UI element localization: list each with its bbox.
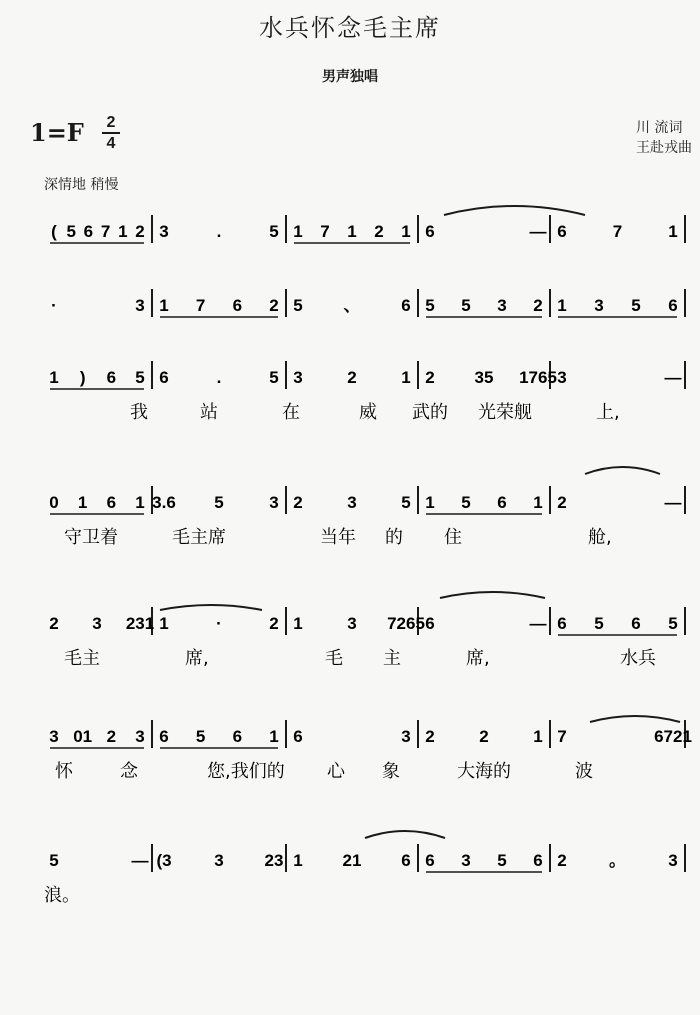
lyric: 上,: [596, 402, 620, 423]
note: 1: [533, 727, 543, 746]
note: 1: [159, 296, 169, 315]
note: —: [664, 493, 682, 512]
note: 3: [293, 368, 303, 387]
slur-arc: [444, 206, 585, 215]
note: 7: [557, 727, 567, 746]
note: 5: [293, 296, 303, 315]
lyric: 舱,: [588, 527, 612, 548]
note: 1: [118, 222, 128, 241]
composer-credit: 王赴戎曲: [636, 140, 692, 156]
note: 21: [342, 851, 362, 870]
lyricist-credit: 川 流词: [636, 120, 683, 136]
lyric: 水兵: [620, 648, 656, 669]
note: 1: [293, 851, 303, 870]
note: 3: [668, 851, 678, 870]
lyric: 光荣舰: [478, 402, 532, 423]
note: 5: [269, 222, 279, 241]
lyric: 威: [359, 402, 377, 423]
note: 6: [106, 493, 117, 512]
note: 6: [232, 727, 243, 746]
song-subtitle: 男声独唱: [322, 69, 378, 85]
note: 23: [264, 851, 284, 870]
note: 3: [347, 614, 357, 633]
note: 1: [533, 493, 543, 512]
note: 2: [425, 727, 435, 746]
note: 35: [474, 368, 494, 387]
lyric: 守卫着: [64, 527, 118, 548]
note: —: [131, 851, 149, 870]
note: 5: [49, 851, 59, 870]
note: 2: [533, 296, 543, 315]
note: 6: [497, 493, 507, 512]
lyric: 的: [385, 527, 403, 548]
note: 1: [135, 493, 145, 512]
note: 1: [425, 493, 435, 512]
note: 2: [374, 222, 384, 241]
note: 1: [77, 493, 88, 512]
note: 6: [557, 614, 567, 633]
note: 2: [135, 222, 145, 241]
note: 3: [214, 851, 224, 870]
note: 1: [557, 296, 567, 315]
note: ): [79, 368, 86, 387]
note: 1765: [519, 368, 557, 387]
note: 2: [293, 493, 303, 512]
note: 6: [631, 614, 641, 633]
note: 3: [135, 296, 145, 315]
note: 5: [594, 614, 604, 633]
lyric: 在: [282, 402, 300, 423]
note: 1: [293, 614, 303, 633]
note: 3: [557, 368, 567, 387]
time-bottom: 4: [106, 135, 116, 152]
note: 6: [401, 851, 411, 870]
note: 6: [668, 296, 678, 315]
note: 6: [425, 851, 435, 870]
note: 6: [557, 222, 567, 241]
note: 6: [533, 851, 543, 870]
note: 7: [100, 222, 111, 241]
note: 2: [479, 727, 489, 746]
note: .: [216, 368, 222, 387]
note: 5: [497, 851, 507, 870]
note: 2: [106, 727, 117, 746]
note: 6: [159, 727, 169, 746]
note: 6: [106, 368, 117, 387]
note: 3: [461, 851, 471, 870]
note: .: [216, 222, 222, 241]
lyric: 席,: [466, 648, 490, 669]
lyric: 念: [120, 761, 138, 782]
note: 3: [594, 296, 604, 315]
lyric: 心: [327, 761, 345, 782]
note: 5: [631, 296, 641, 315]
note: 2: [557, 851, 567, 870]
lyric: 怀: [55, 761, 73, 782]
slur-arc: [440, 592, 545, 598]
lyric: 毛主: [64, 648, 100, 669]
note: 1: [347, 222, 357, 241]
lyric: 住: [444, 527, 462, 548]
note: 2: [269, 614, 279, 633]
tempo-marking: 深情地 稍慢: [44, 177, 119, 193]
lyric: 武的: [412, 402, 448, 423]
note: 5: [425, 296, 435, 315]
note: —: [664, 368, 682, 387]
slur-arc: [585, 467, 660, 474]
note: (3: [156, 851, 172, 870]
lyric: 您,我们的: [207, 761, 285, 782]
slur-arc: [590, 716, 680, 722]
song-title: 水兵怀念毛主席: [259, 14, 441, 42]
note: 0: [49, 493, 59, 512]
note: 1: [49, 368, 59, 387]
lyric: 大海的: [457, 761, 511, 782]
lyric: 席,: [185, 648, 209, 669]
note: 3.6: [152, 493, 176, 512]
lyric: 象: [382, 761, 400, 782]
note: 3: [135, 727, 145, 746]
note: —: [529, 222, 547, 241]
note: 6: [83, 222, 94, 241]
note: 1: [668, 222, 678, 241]
note: 6: [159, 368, 169, 387]
note: 7265: [387, 614, 425, 633]
note: 1: [401, 222, 411, 241]
note: 3: [401, 727, 411, 746]
note: 2: [347, 368, 357, 387]
lyric: 站: [200, 402, 218, 423]
note: ·: [51, 296, 57, 315]
note: 6: [293, 727, 303, 746]
note: 2: [557, 493, 567, 512]
note: 6721: [654, 727, 692, 746]
time-top: 2: [106, 114, 116, 131]
slur-arc: [365, 831, 445, 838]
note: 01: [73, 727, 93, 746]
note: 5: [461, 296, 471, 315]
note: 1: [159, 614, 169, 633]
note: 5: [401, 493, 411, 512]
note: ·: [216, 614, 222, 633]
note: 6: [401, 296, 411, 315]
note: 2: [425, 368, 435, 387]
note: 5: [461, 493, 471, 512]
note: 5: [269, 368, 279, 387]
note: 1: [293, 222, 303, 241]
note: 5: [214, 493, 224, 512]
lyric: 当年: [320, 527, 356, 548]
note: 5: [195, 727, 206, 746]
note: 6: [425, 222, 435, 241]
key-signature: 1=F: [30, 118, 84, 147]
note: 3: [269, 493, 279, 512]
note: 、: [343, 296, 361, 315]
lyric: 浪。: [44, 885, 80, 906]
note: 3: [49, 727, 59, 746]
note: 5: [668, 614, 678, 633]
lyric: 主: [383, 648, 401, 669]
slur-arc: [160, 605, 262, 610]
lyric: 我: [130, 402, 148, 423]
note: 6: [232, 296, 243, 315]
note: 2: [49, 614, 59, 633]
note: 1: [401, 368, 411, 387]
note: 3: [347, 493, 357, 512]
note: 6: [425, 614, 435, 633]
note: 231: [125, 614, 155, 633]
note: (: [51, 222, 57, 241]
note: 7: [612, 222, 623, 241]
note: 3: [92, 614, 102, 633]
note: 。: [609, 851, 626, 870]
note: 2: [269, 296, 279, 315]
note: 5: [135, 368, 145, 387]
lyric: 波: [575, 761, 593, 782]
note: 7: [195, 296, 206, 315]
note: —: [529, 614, 547, 633]
note: 5: [66, 222, 76, 241]
note: 7: [320, 222, 330, 241]
note: 3: [159, 222, 169, 241]
lyric: 毛主席: [172, 527, 226, 548]
note: 1: [269, 727, 279, 746]
note: 3: [497, 296, 507, 315]
lyric: 毛: [325, 648, 343, 669]
